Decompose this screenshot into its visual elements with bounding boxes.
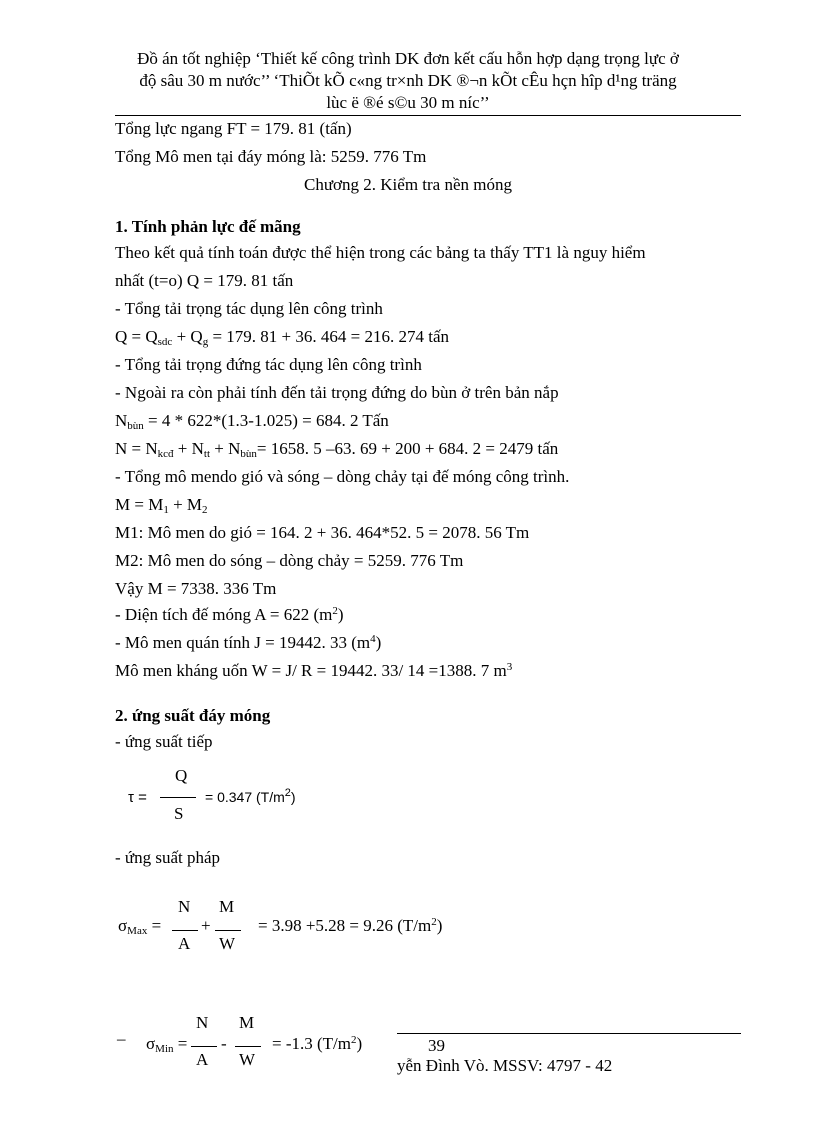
paragraph-line: Vậy M = 7338. 336 Tm bbox=[115, 579, 277, 598]
paragraph-line: M2: Mô men do sóng – dòng chảy = 5259. 776 Tm bbox=[115, 551, 464, 570]
equation-m: $M = M_1 + M_2$ bbox=[115, 495, 208, 516]
sigma-max-bar-1 bbox=[172, 930, 198, 931]
equation-n-bun: $N_{bùn} = 4 * 622*(1.3-1.025) = 684$. 2 Tấn bbox=[115, 411, 389, 432]
equation-n: $N = N_{kcđ} + N_{tt} + N_{bùn}= 1658$. 5 –63. 69 + 200 + 684. 2 = 2479 tấn bbox=[115, 439, 559, 460]
sigma-min-den-w: W bbox=[239, 1050, 256, 1069]
sigma-max-den-a: A bbox=[178, 934, 191, 953]
inertia-line: - Mô men quán tính J = 19442. 33 $(m^4)$ bbox=[115, 633, 382, 652]
sigma-max-den-w: W bbox=[219, 934, 236, 953]
sigma-max-lhs: $\sigma_{Max}$ = bbox=[118, 916, 162, 937]
total-moment: Tổng Mô men tại đáy móng là: 5259. 776 Tm bbox=[115, 147, 427, 166]
sigma-min-bar-1 bbox=[191, 1046, 217, 1047]
footer-rule bbox=[397, 1033, 741, 1034]
total-horizontal-force: Tổng lực ngang FT = 179. 81 (tấn) bbox=[115, 119, 352, 138]
header-line-1: Đồ án tốt nghiệp ‘Thiết kế công trình DK đơn kết cấu hỗn hợp dạng trọng lực ở bbox=[137, 49, 679, 68]
sigma-max-num-m: M bbox=[219, 897, 235, 916]
tau-numerator: Q bbox=[175, 766, 188, 785]
sigma-min-lhs: $\sigma_{Min}$ = bbox=[146, 1034, 188, 1055]
footer-author: yễn Đình Vò. MSSV: 4797 - 42 bbox=[397, 1056, 613, 1075]
tau-lhs: τ = bbox=[128, 789, 147, 806]
paragraph-line: - Tổng tải trọng tác dụng lên công trình bbox=[115, 299, 383, 318]
header-line-3: lùc ë ®é s©u 30 m níc’’ bbox=[326, 93, 490, 112]
paragraph-line: - Ngoài ra còn phải tính đến tải trọng đứng do bùn ở trên bản nắp bbox=[115, 383, 559, 402]
tau-result: = 0.347 $(T/m^2)$ bbox=[205, 787, 296, 805]
section-2-title: 2. ứng suất đáy móng bbox=[115, 706, 271, 725]
paragraph-line: Theo kết quả tính toán được thể hiện trong các bảng ta thấy TT1 là nguy hiểm bbox=[115, 243, 646, 262]
sigma-max-bar-2 bbox=[215, 930, 241, 931]
page-number: 39 bbox=[428, 1036, 445, 1055]
section-1-title: 1. Tính phản lực đế mãng bbox=[115, 217, 301, 236]
sigma-min-den-a: A bbox=[196, 1050, 209, 1069]
paragraph-line: - Tổng tải trọng đứng tác dụng lên công trình bbox=[115, 355, 422, 374]
paragraph-line: - Tổng mô mendo gió và sóng – dòng chảy tại đế móng công trình. bbox=[115, 467, 570, 486]
sigma-min-result: = -1.3 $(T/m^2)$ bbox=[272, 1034, 363, 1053]
chapter-title: Chương 2. Kiểm tra nền móng bbox=[303, 175, 512, 194]
sigma-min-num-m: M bbox=[239, 1013, 255, 1032]
tau-fraction-bar bbox=[160, 797, 196, 798]
equation-q: $Q = Q_{sdc} + Q_g = 179$. 81 + 36. 464 = 216. 274 tấn bbox=[115, 327, 449, 348]
sigma-min-num-n: N bbox=[196, 1013, 209, 1032]
sigma-min-minus: - bbox=[221, 1034, 227, 1053]
area-line: - Diện tích đế móng A = 622 $(m^2)$ bbox=[115, 605, 344, 624]
paragraph-line: - ứng suất pháp bbox=[115, 848, 221, 867]
section-modulus-line: Mô men kháng uốn W = J/ R = 19442. 33/ 14 =1388. 7 $m^3$ bbox=[115, 661, 513, 680]
paragraph-line: - ứng suất tiếp bbox=[115, 732, 213, 751]
tau-denominator: S bbox=[174, 804, 184, 823]
sigma-min-bar-2 bbox=[235, 1046, 261, 1047]
paragraph-line: nhất (t=o) Q = 179. 81 tấn bbox=[115, 271, 294, 290]
sigma-max-result: = 3.98 +5.28 = 9.26 $(T/m^2)$ bbox=[258, 916, 443, 935]
sigma-max-num-n: N bbox=[178, 897, 191, 916]
header-rule bbox=[115, 115, 741, 116]
sigma-max-plus: + bbox=[201, 916, 211, 935]
header-line-2: độ sâu 30 m nước’’ ‘ThiÕt kÕ c«ng tr×nh DK ®¬n kÕt cÊu hçn hîp d¹ng träng bbox=[139, 71, 677, 90]
sigma-min-dash: – bbox=[117, 1029, 126, 1048]
paragraph-line: M1: Mô men do gió = 164. 2 + 36. 464*52. 5 = 2078. 56 Tm bbox=[115, 523, 530, 542]
